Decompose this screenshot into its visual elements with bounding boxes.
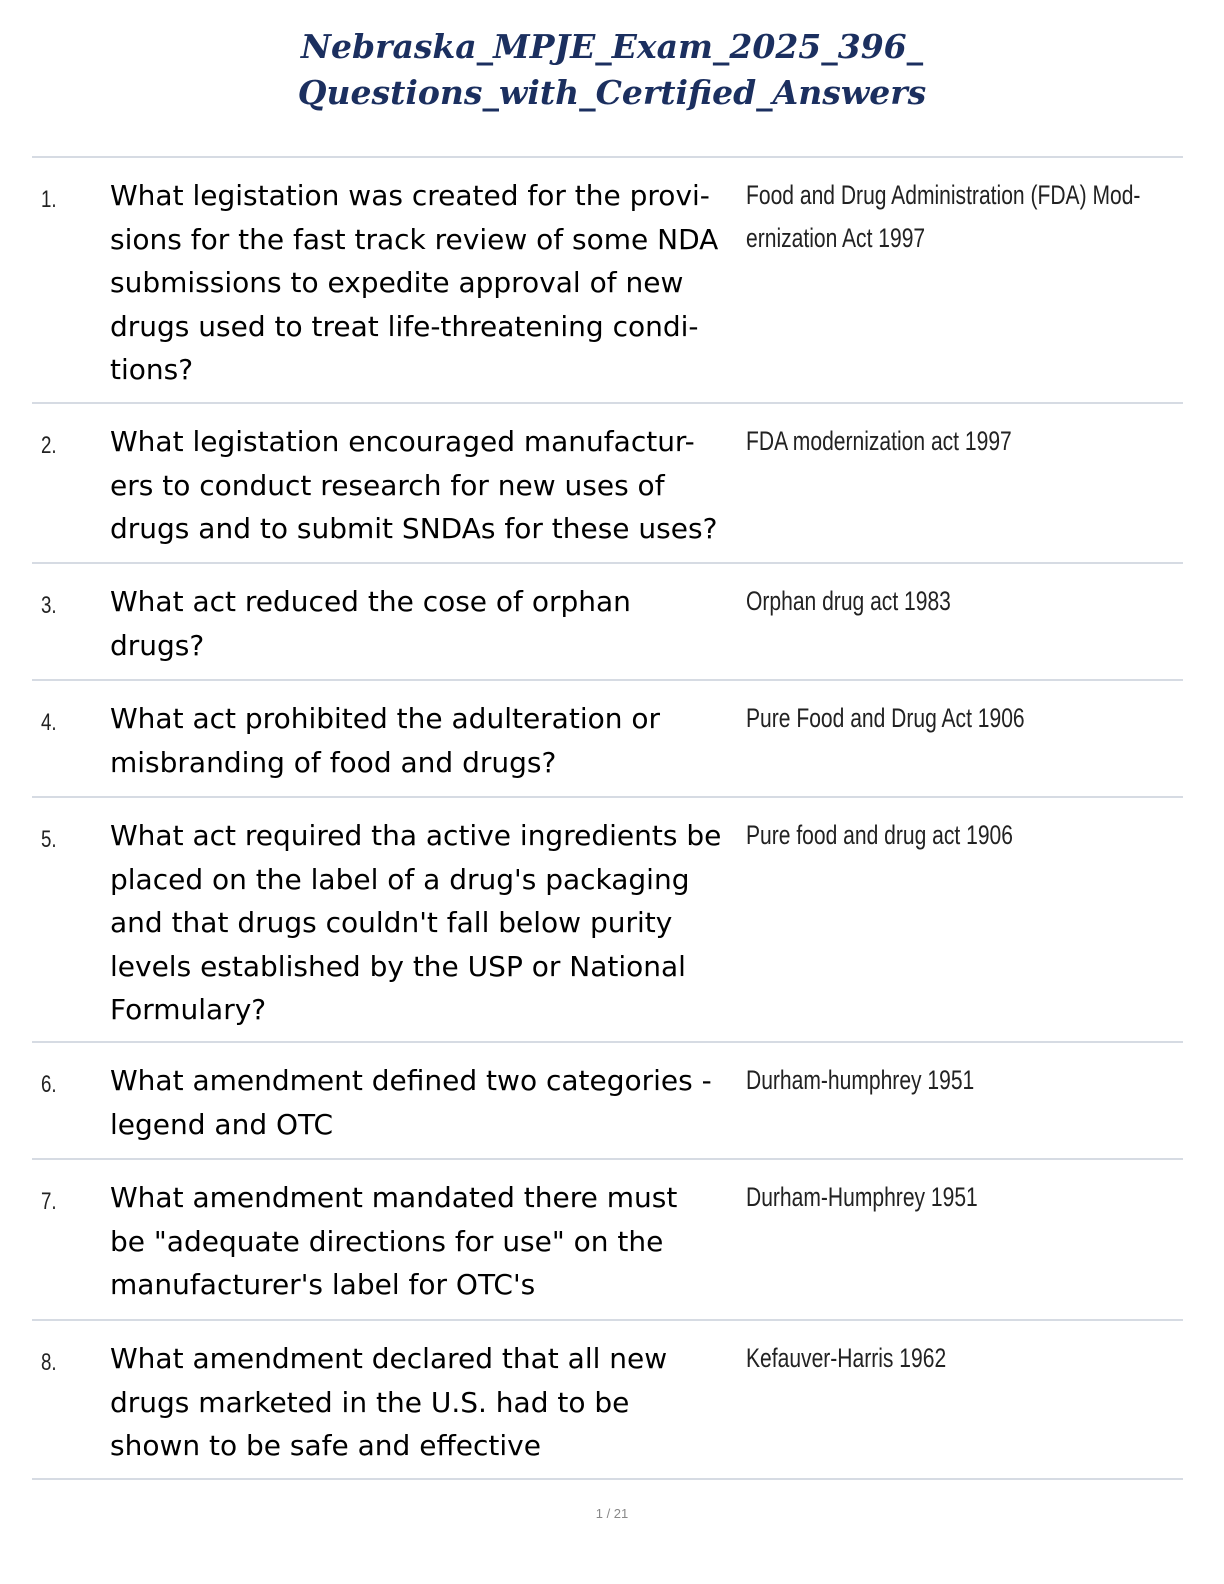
question-row <box>32 564 1183 681</box>
answer-line: Pure food and drug act 1906 <box>746 820 1013 850</box>
question-line: sions for the fast track review of some NDA <box>110 222 719 256</box>
question-text <box>110 420 750 551</box>
question-line: misbranding of food and drugs? <box>110 745 557 779</box>
document-title-line-2: Questions_with_Certified_Answers <box>297 73 927 112</box>
question-number: 2. <box>41 432 57 459</box>
question-line: drugs? <box>110 628 205 662</box>
question-text <box>110 580 750 667</box>
question-line: submissions to expedite approval of new <box>110 266 684 299</box>
question-line: What amendment mandated there must <box>110 1181 678 1214</box>
answer-text <box>746 1059 1136 1102</box>
question-row <box>32 1160 1183 1321</box>
question-line: What amendment declared that all new <box>110 1342 668 1375</box>
answer-line: Pure Food and Drug Act 1906 <box>746 703 1025 733</box>
question-line: placed on the label of a drug's packaging <box>110 862 690 896</box>
question-line: shown to be safe and effective <box>110 1429 541 1462</box>
answer-line: Durham-Humphrey 1951 <box>746 1182 978 1212</box>
document-title <box>0 24 1224 116</box>
question-line: drugs marketed in the U.S. had to be <box>110 1385 630 1419</box>
question-line: drugs used to treat life-threatening condi- <box>110 309 699 343</box>
question-line: legend and OTC <box>110 1107 334 1141</box>
answer-text <box>746 420 1136 463</box>
question-row <box>32 1043 1183 1160</box>
answer-text <box>746 1337 1136 1380</box>
question-text <box>110 1337 750 1468</box>
question-row <box>32 404 1183 564</box>
question-line: What act prohibited the adulteration or <box>110 702 661 735</box>
question-row <box>32 158 1183 404</box>
page-indicator: 1 / 21 <box>595 1506 629 1521</box>
question-line: What amendment defined two categories - <box>110 1064 712 1097</box>
question-line: manufacturer's label for OTC's <box>110 1268 536 1301</box>
answer-text <box>746 814 1136 857</box>
question-text <box>110 174 750 392</box>
question-line: levels established by the USP or National <box>110 949 686 983</box>
question-line: What act reduced the cose of orphan <box>110 585 631 618</box>
question-row <box>32 798 1183 1043</box>
question-text <box>110 814 750 1032</box>
question-text <box>110 697 750 784</box>
question-line: Formulary? <box>110 993 267 1026</box>
question-line: What act required tha active ingredients be <box>110 819 722 852</box>
answer-line: ernization Act 1997 <box>746 223 926 253</box>
question-number: 7. <box>41 1188 57 1215</box>
question-line: tions? <box>110 353 194 386</box>
question-line: drugs and to submit SNDAs for these uses? <box>110 512 718 545</box>
question-row <box>32 681 1183 798</box>
answer-text <box>746 580 1136 623</box>
question-number: 3. <box>41 592 57 619</box>
question-row <box>32 1321 1183 1480</box>
question-line: What legistation was created for the provi- <box>110 179 710 212</box>
question-line: What legistation encouraged manufactur- <box>110 425 695 458</box>
question-line: and that drugs couldn't fall below purity <box>110 906 673 939</box>
question-number: 8. <box>41 1349 57 1376</box>
question-text <box>110 1176 750 1307</box>
answer-text <box>746 174 1141 260</box>
answer-line: Orphan drug act 1983 <box>746 586 951 616</box>
answer-line: FDA modernization act 1997 <box>746 426 1012 456</box>
answer-text <box>746 697 1136 740</box>
question-number: 6. <box>41 1071 57 1098</box>
question-number: 1. <box>41 186 57 213</box>
question-text <box>110 1059 750 1146</box>
document-title-line-1: Nebraska_MPJE_Exam_2025_396_ <box>300 27 924 66</box>
question-line: ers to conduct research for new uses of <box>110 468 665 502</box>
question-answer-list <box>32 156 1183 1480</box>
answer-line: Food and Drug Administration (FDA) Mod- <box>746 180 1141 210</box>
question-number: 4. <box>41 709 57 736</box>
answer-line: Kefauver-Harris 1962 <box>746 1343 947 1373</box>
question-line: be "adequate directions for use" on the <box>110 1224 664 1258</box>
question-number: 5. <box>41 826 57 853</box>
answer-line: Durham-humphrey 1951 <box>746 1065 975 1095</box>
answer-text <box>746 1176 1136 1219</box>
